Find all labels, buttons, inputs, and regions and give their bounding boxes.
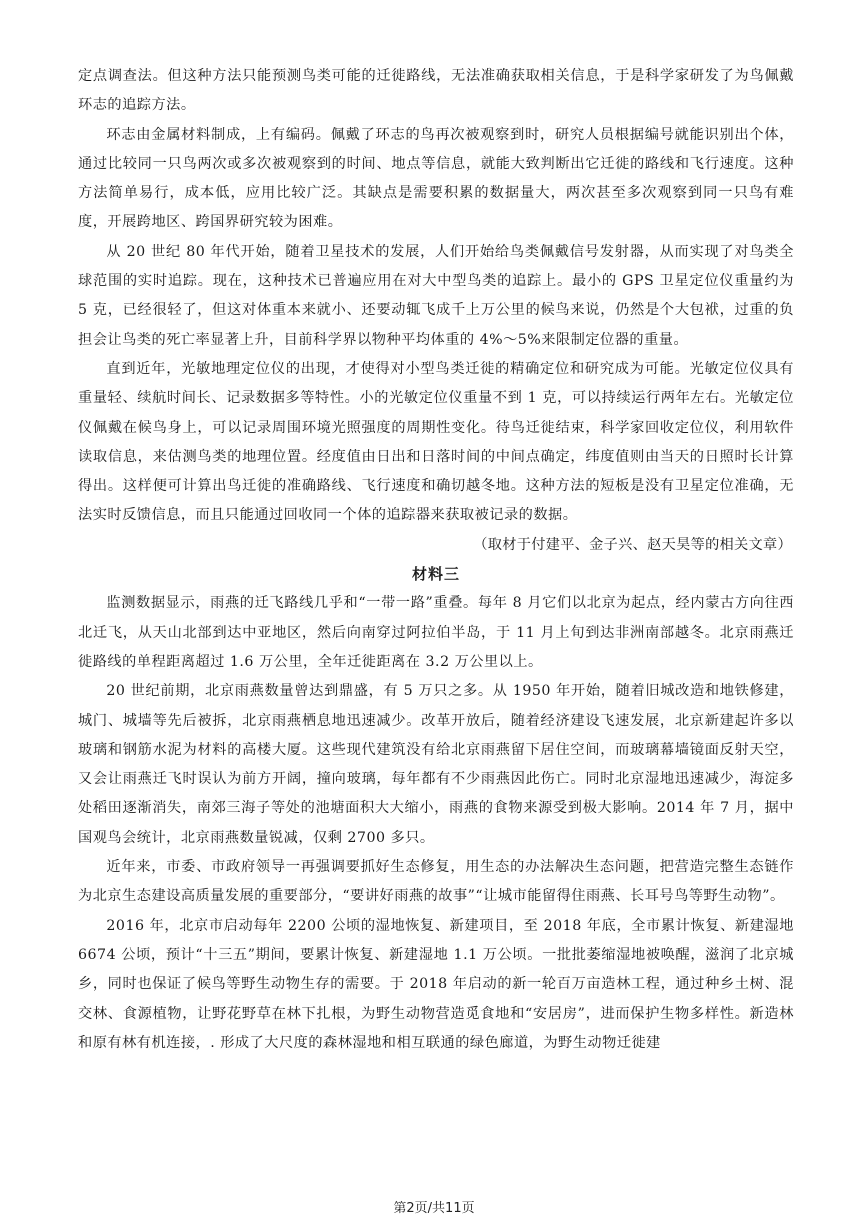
paragraph: 环志由金属材料制成，上有编码。佩戴了环志的鸟再次被观察到时，研究人员根据编号就能识别出个体，通过比较同一只鸟两次或多次被观察到的时间、地点等信息，就能大致判断出它迁徙的路线和飞行速度。这种方法简单易行，成本低，应用比较广泛。其缺点是需要积累的数据量大，两次甚至多次观察到同一只鸟有难度，开展跨地区、跨国界研究较为困难。 — [78, 126, 794, 231]
paragraph: 从 20 世纪 80 年代开始，随着卫星技术的发展，人们开始给鸟类佩戴信号发射器，从而实现了对鸟类全球范围的实时追踪。现在，这种技术已普遍应用在对大中型鸟类的追踪上。最小的 GPS 卫星定位仪重量约为 5 克，已经很轻了，但这对体重本来就小、还要动辄飞成千上万公里的候鸟来说，仍然是个大包袱，过重的负担会让鸟类的死亡率显著上升，目前科学界以物种平均体重的 4%～5%来限制定位器的重量。 — [78, 243, 794, 348]
paragraph: 定点调查法。但这种方法只能预测鸟类可能的迁徙路线，无法准确获取相关信息，于是科学家研发了为鸟佩戴环志的追踪方法。 — [78, 68, 794, 114]
paragraph: 直到近年，光敏地理定位仪的出现，才使得对小型鸟类迁徙的精确定位和研究成为可能。光敏定位仪具有重量轻、续航时间长、记录数据多等特性。小的光敏定位仪重量不到 1 克，可以持续运行两年左右。光敏定位仪佩戴在候鸟身上，可以记录周围环境光照强度的周期性变化。待鸟迁徙结束，科学家回收定位仪，利用软件读取信息，来估测鸟类的地理位置。经度值由日出和日落时间的中间点确定，纬度值则由当天的日照时长计算得出。这样便可计算出鸟迁徙的准确路线、飞行速度和确切越冬地。这种方法的短板是没有卫星定位准确，无法实时反馈信息，而且只能通过回收同一个体的追踪器来获取被记录的数据。 — [78, 360, 794, 524]
paragraph: 近年来，市委、市政府领导一再强调要抓好生态修复，用生态的办法解决生态问题，把营造完整生态链作为北京生态建设高质量发展的重要部分，“要讲好雨燕的故事”“让城市能留得住雨燕、长耳号鸟等野生动物”。 — [78, 859, 794, 905]
document-body — [78, 62, 794, 1058]
paragraph: 20 世纪前期，北京雨燕数量曾达到鼎盛，有 5 万只之多。从 1950 年开始，随着旧城改造和地铁修建，城门、城墙等先后被拆，北京雨燕栖息地迅速减少。改革开放后，随着经济建设飞速发展，北京新建起许多以玻璃和钢筋水泥为材料的高楼大厦。这些现代建筑没有给北京雨燕留下居住空间，而玻璃幕墙镜面反射天空，又会让雨燕迁飞时误认为前方开阔，撞向玻璃，每年都有不少雨燕因此伤亡。同时北京湿地迅速减少，海淀多处稻田逐渐消失，南郊三海子等处的池塘面积大大缩小，雨燕的食物来源受到极大影响。2014 年 7 月，据中国观鸟会统计，北京雨燕数量锐减，仅剩 2700 多只。 — [78, 683, 794, 846]
source-citation: （取材于付建平、金子兴、赵天昊等的相关文章） — [473, 536, 792, 553]
paragraph: 2016 年，北京市启动每年 2200 公顷的湿地恢复、新建项目，至 2018 年底，全市累计恢复、新建湿地 6674 公顷，预计“十三五”期间，要累计恢复、新建湿地 1.1 万公顷。一批批萎缩湿地被唤醒，滋润了北京城乡，同时也保证了候鸟等野生动物生存的需要。于 2018 年启动的新一轮百万亩造林工程，通过种乡土树、混交林、食源植物，让野花野草在林下扎根，为野生动物营造觅食地和“安居房”，进而保护生物多样性。新造林和原有林有机连接，. 形成了大尺度的森林湿地和相互联通的绿色廊道，为野生动物迁徙建 — [78, 917, 794, 1051]
page-number: 第2页/共11页 — [393, 1201, 475, 1216]
section-heading: 材料三 — [411, 565, 460, 584]
paragraph: 监测数据显示，雨燕的迁飞路线几乎和“一带一路”重叠。每年 8 月它们以北京为起点，经内蒙古方向往西北迁飞，从天山北部到达中亚地区，然后向南穿过阿拉伯半岛，于 11 月上旬到达非洲南部越冬。北京雨燕迁徙路线的单程距离超过 1.6 万公里，全年迁徙距离在 3.2 万公里以上。 — [78, 595, 794, 670]
